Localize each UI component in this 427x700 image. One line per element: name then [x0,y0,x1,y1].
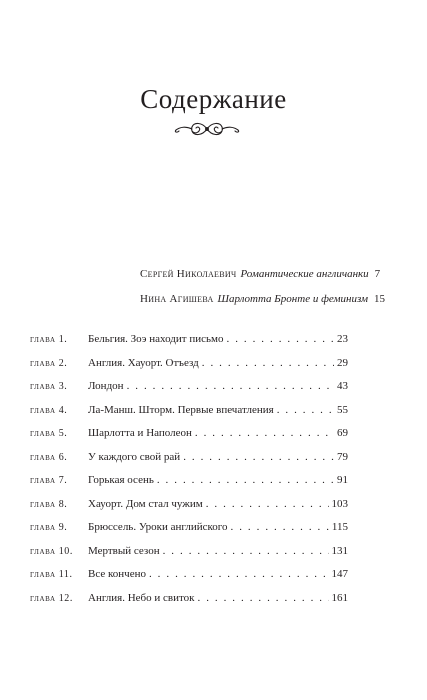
chapter-title: Горькая осень [88,474,154,486]
chapter-label: глава 7. [30,475,68,486]
dot-leader [127,380,334,393]
intro-list [140,268,386,318]
chapter-entry [30,592,348,616]
chapter-entry [30,451,348,475]
intro-entry [140,268,381,293]
chapter-label: глава 4. [30,404,68,416]
chapter-title: Лондон [88,380,124,392]
page-number: 79 [337,450,348,463]
chapter-title: Брюссель. Уроки английского [88,521,228,533]
chapter-entry [30,545,348,569]
chapter-title: Шарлотта и Наполеон [88,427,192,439]
chapter-title: Ла-Манш. Шторм. Первые впечатления [88,403,274,416]
dot-leader [163,545,329,558]
chapter-label: глава 10. [30,545,74,557]
chapter-title: Бельгия. Зоэ находит письмо [88,333,224,345]
page-number: 55 [337,403,348,416]
chapter-entry [30,404,348,428]
flourish-ornament-icon [172,118,242,140]
chapter-entry [30,427,348,451]
chapter-entry [30,357,348,381]
dot-leader [231,521,329,534]
intro-author: Сергей Николаевич [140,268,237,280]
dot-leader [198,592,329,605]
dot-leader [195,427,334,440]
dot-leader [149,568,329,581]
intro-author: Нина Агишева [140,293,214,305]
chapter-title: Хауорт. Дом стал чужим [88,497,203,510]
chapter-title: У каждого свой рай [88,450,181,463]
intro-work-title: Шарлотта Бронте и феминизм [217,293,369,305]
dot-leader [277,404,334,417]
dot-leader [206,498,329,511]
chapter-title: Все кончено [88,568,146,580]
chapter-entry [30,333,348,357]
page-number: 161 [331,591,348,604]
dot-leader [202,357,334,370]
chapter-label: глава 12. [30,592,74,604]
chapter-label: глава 6. [30,451,68,463]
chapter-label: глава 5. [30,428,68,439]
page-number: 147 [331,568,348,580]
chapter-entry [30,568,348,592]
chapter-label: глава 8. [30,498,68,510]
page-number: 131 [331,544,348,557]
chapter-label: глава 11. [30,569,73,580]
chapter-entry [30,380,348,404]
intro-entry [140,293,386,318]
chapter-entry [30,521,348,545]
chapter-entry [30,498,348,522]
chapter-label: глава 1. [30,334,68,345]
page-number: 69 [337,427,348,439]
dot-leader [157,474,334,487]
chapter-title: Англия. Небо и свиток [88,591,195,604]
page-number: 23 [337,333,348,345]
dot-leader [183,451,334,464]
page-title: Содержание [140,84,287,114]
chapter-title: Англия. Хауорт. Отъезд [88,356,199,369]
page-number: 103 [331,497,348,510]
page-number: 91 [337,474,348,486]
chapter-label: глава 3. [30,381,68,392]
dot-leader [227,333,335,346]
chapter-label: глава 2. [30,357,68,369]
chapter-title: Мертвый сезон [88,544,160,557]
chapter-label: глава 9. [30,522,68,533]
intro-work-title: Романтические англичанки [240,268,369,280]
page-number: 115 [331,521,348,533]
page-number: 15 [374,293,386,305]
chapter-list [30,333,348,615]
page-number: 7 [374,268,381,280]
page-number: 43 [337,380,348,392]
chapter-entry [30,474,348,498]
page-number: 29 [337,356,348,369]
